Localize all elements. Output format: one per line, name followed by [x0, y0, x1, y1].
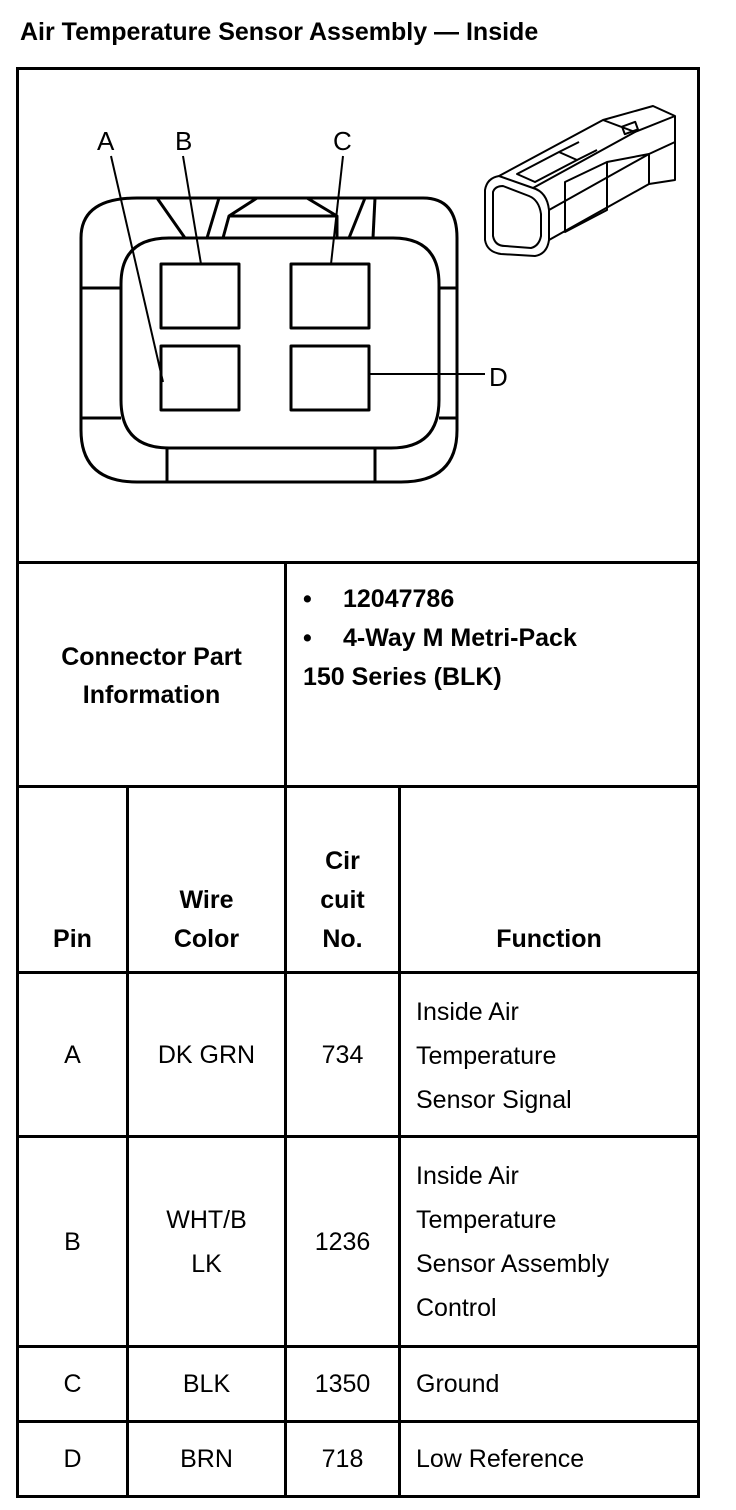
connector-info-label	[19, 566, 284, 786]
cell-wire-color: DK GRN	[157, 1040, 256, 1069]
cell-circuit: 734	[321, 1040, 364, 1069]
connector-face-drawing	[19, 70, 697, 562]
header-wire-color: Wire Color	[173, 886, 240, 953]
bullet-icon: •	[303, 624, 312, 652]
header-pin: Pin	[53, 925, 92, 953]
cell-wire-color: BLK	[182, 1370, 231, 1398]
housing-inner	[121, 238, 439, 448]
connector-isometric-icon	[485, 106, 675, 256]
leader-b	[183, 156, 201, 264]
cell-function: Low Reference	[416, 1445, 585, 1473]
header-function: Function	[496, 925, 602, 953]
cavity-c	[291, 264, 369, 328]
pin-label-b: B	[175, 126, 193, 156]
connector-info-item: • 12047786	[303, 580, 693, 619]
cell-pin: B	[64, 1227, 81, 1256]
connector-info-label-line2: Information	[82, 681, 221, 709]
cell-pin: C	[63, 1370, 82, 1398]
bullet-icon: •	[303, 585, 312, 613]
pin-label-a: A	[97, 126, 115, 156]
pin-label-d: D	[489, 362, 508, 392]
pin-label-c: C	[333, 126, 352, 156]
col-divider-3	[398, 786, 401, 1498]
page-title: Air Temperature Sensor Assembly — Inside	[20, 18, 539, 46]
cavity-b	[161, 264, 239, 328]
cell-circuit: 1350	[314, 1370, 371, 1398]
divider-info-vertical	[284, 562, 287, 788]
leader-c	[331, 156, 343, 264]
cell-function: Ground	[416, 1370, 500, 1398]
connector-info-label-line1: Connector Part	[61, 643, 242, 671]
divider-diagram	[16, 561, 700, 564]
cell-pin: D	[63, 1445, 82, 1473]
cell-wire-color: BRN	[180, 1445, 233, 1473]
connector-info-continuation: 150 Series (BLK)	[303, 663, 502, 691]
cell-pin: A	[64, 1040, 81, 1069]
connector-info-item: • 4-Way M Metri-Pack	[303, 619, 693, 658]
connector-diagram	[19, 70, 697, 562]
cell-function: Inside Air Temperature Sensor Assembly Control	[416, 1162, 610, 1322]
connector-info-list	[303, 580, 693, 697]
cavity-d	[291, 346, 369, 410]
leader-a	[111, 156, 163, 382]
cell-wire-color: WHT/B LK	[166, 1205, 247, 1278]
cavity-a	[161, 346, 239, 410]
header-circuit: Cir cuit No.	[320, 847, 365, 953]
cell-circuit: 718	[321, 1445, 364, 1473]
cell-circuit: 1236	[314, 1227, 371, 1256]
cell-function: Inside Air Temperature Sensor Signal	[416, 998, 572, 1114]
